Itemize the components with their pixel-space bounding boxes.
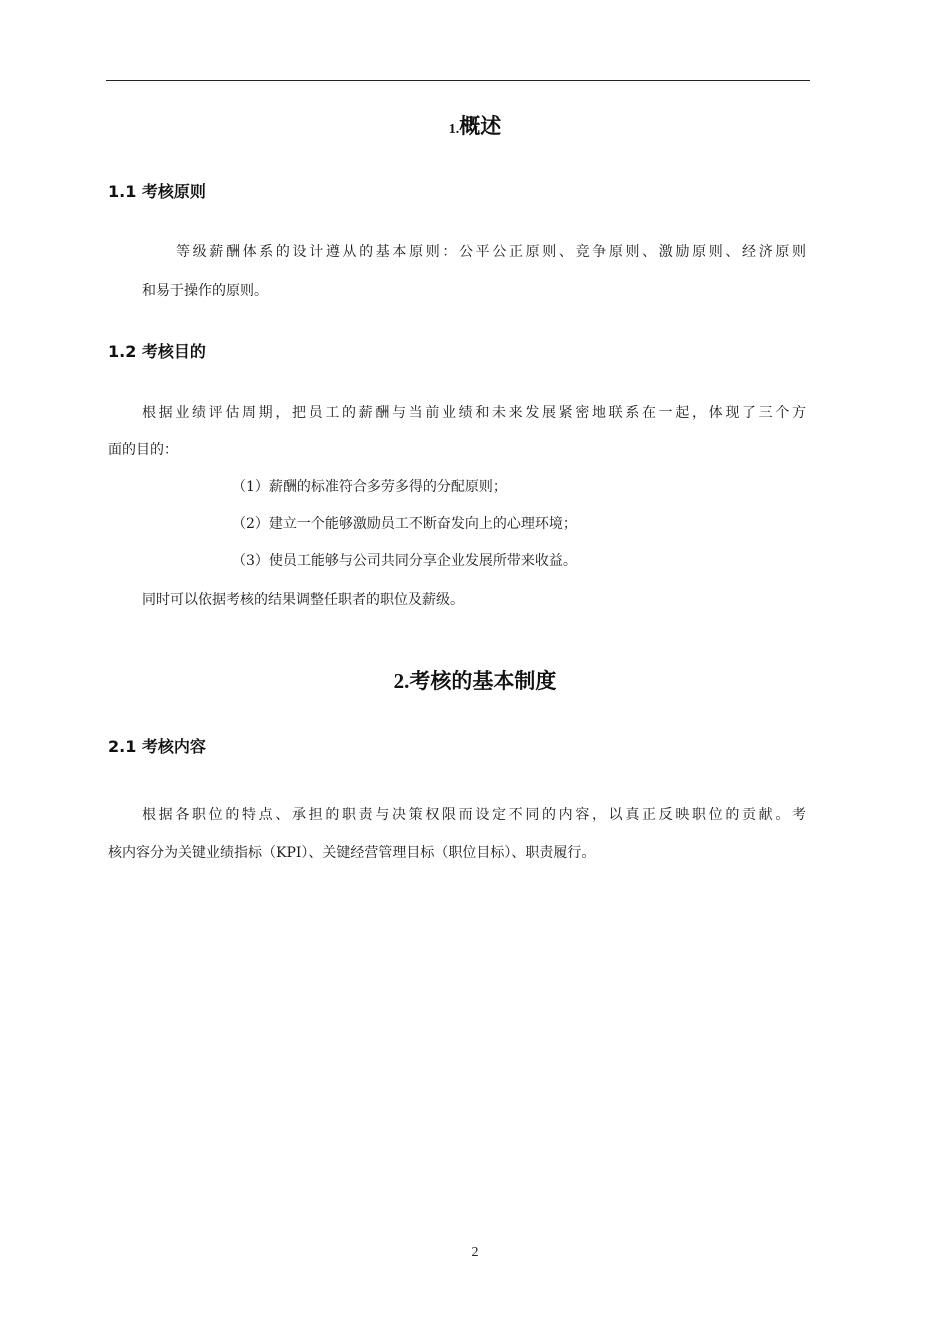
paragraph-line: 根据业绩评估周期，把员工的薪酬与当前业绩和未来发展紧密地联系在一起，体现了三个方: [142, 405, 806, 421]
subsection-heading-principles: 1.1 考核原则: [108, 182, 206, 201]
paragraph-line: 核内容分为关键业绩指标（KPI）、关键经营管理目标（职位目标）、职责履行。: [108, 845, 596, 861]
section-number: 1.: [448, 122, 460, 137]
paragraph-line: 根据各职位的特点、承担的职责与决策权限而设定不同的内容，以真正反映职位的贡献。考: [142, 807, 806, 823]
paragraph-line: 和易于操作的原则。: [142, 283, 268, 299]
section-title-text: 概述: [459, 114, 502, 138]
closing-paragraph: 同时可以依据考核的结果调整任职者的职位及薪级。: [142, 592, 464, 608]
header-rule: [106, 80, 810, 81]
section-title-overview: [0, 112, 950, 144]
section-number: 2.: [393, 669, 410, 693]
list-item: （2）建立一个能够激励员工不断奋发向上的心理环境；: [232, 516, 577, 532]
subsection-heading-content: 2.1 考核内容: [108, 737, 206, 756]
page-number: 2: [471, 1245, 479, 1260]
paragraph-line: 面的目的：: [108, 442, 178, 458]
list-item: （1）薪酬的标准符合多劳多得的分配原则；: [232, 479, 507, 495]
subsection-heading-purpose: 1.2 考核目的: [108, 342, 206, 361]
list-item: （3）使员工能够与公司共同分享企业发展所带来收益。: [232, 553, 577, 569]
section-title-basic-system: [0, 667, 950, 695]
section-title-text: 考核的基本制度: [409, 669, 557, 693]
paragraph-line: 等级薪酬体系的设计遵从的基本原则：公平公正原则、竞争原则、激励原则、经济原则: [176, 244, 806, 260]
